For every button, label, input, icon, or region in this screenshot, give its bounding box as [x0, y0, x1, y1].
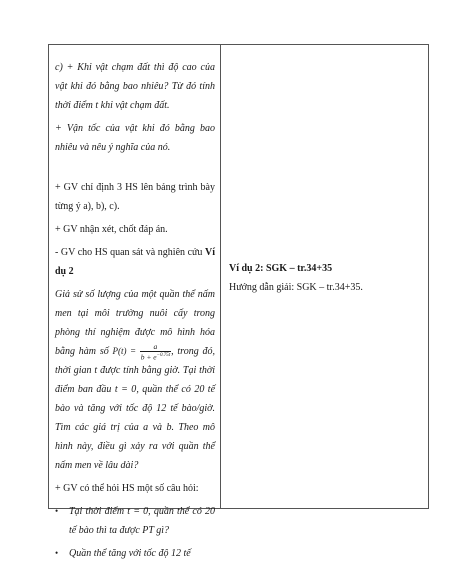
question-velocity: + Vận tốc của vật khi đó bằng bao nhiêu và nêu ý nghĩa của nó.: [55, 123, 215, 153]
example-2-problem: Giả sử số lượng của một quần thể nấm men tại môi trường nuôi cấy trong phòng thí nghiệm được mô hình hóa bằng hàm số P(t) = $\frac{a}{b + e^{-0.75t}}$ , trong đó, thời gian t được tính bằng giờ. Tại thời điểm ban đầu t = 0, quần thể có 20 tế bào và tăng với tốc độ 12 tế bào/giờ. Tìm các giá trị của a và b. Theo mô hình này, điều gì xảy ra với quần thể nấm men về lâu dài?: [55, 289, 216, 472]
content-table: [48, 44, 429, 560]
example-2-guide: Hướng dẫn giải: SGK – tr.34+35.: [229, 282, 363, 293]
list-item: • Tại thời điểm t = 0, quần thể có 20 tế bào thì ta được PT gì?: [55, 502, 215, 540]
bullet-icon: •: [55, 548, 59, 559]
teacher-questions: + GV có thể hỏi HS một số câu hỏi:: [55, 483, 199, 495]
example-2-title: Ví dụ 2: SGK – tr.34+35: [229, 263, 333, 274]
question-c: c) + Khi vật chạm đất thì độ cao của vật khi đó bằng bao nhiêu? Từ đó tính thời điểm t khi vật chạm đất.: [55, 62, 215, 111]
example-intro: - GV cho HS quan sát và nghiên cứu Ví dụ 2: [55, 247, 215, 277]
student-activity-column: [221, 45, 428, 508]
assign-students: + GV chỉ định 3 HS lên bảng trình bày từng ý a), b), c).: [55, 182, 215, 212]
teacher-review: + GV nhận xét, chốt đáp án.: [55, 224, 168, 235]
formula: P(t) = $\frac{a}{b + e^{-0.75t}}$: [112, 341, 171, 362]
bullet-icon: •: [55, 506, 59, 517]
list-item: • Quần thể tăng với tốc độ 12 tế: [55, 544, 215, 563]
teacher-activity-column: [49, 45, 221, 560]
